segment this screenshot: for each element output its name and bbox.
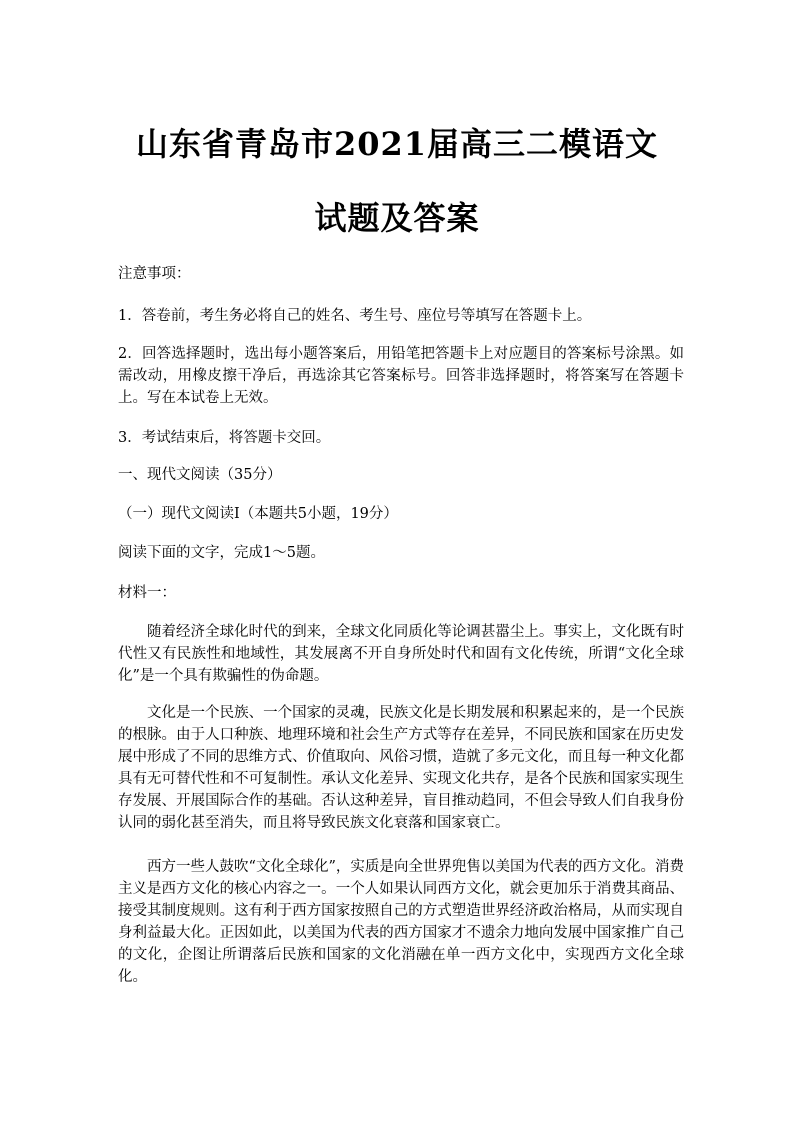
paragraph-3: 西方一些人鼓吹“文化全球化”，实质是向全世界兜售以美国为代表的西方文化。消费主义是西方文化的核心内容之一。一个人如果认同西方文化，就会更加乐于消费其商品、接受其制度规则。这有利于西方国家按照自己的方式塑造世界经济政治格局，从而实现自身利益最大化。正因如此，以美国为代表的西方国家才不遗余力地向发展中国家推广自己的文化，企图让所谓落后民族和国家的文化消融在单一西方文化中，实现西方文化全球化。 [118,859,684,985]
notice-item-3: 3．考试结束后，将答题卡交回。 [118,430,331,446]
material-label: 材料一： [118,585,176,601]
paragraph-1: 随着经济全球化时代的到来，全球文化同质化等论调甚嚣尘上。事实上，文化既有时代性又有民族性和地域性，其发展离不开自身所处时代和固有文化传统，所谓“文化全球化”是一个具有欺骗性的伪命题。 [118,624,684,684]
notice-item-2: 2．回答选择题时，选出每小题答案后，用铅笔把答题卡上对应题目的答案标号涂黑。如需改动，用橡皮擦干净后，再选涂其它答案标号。回答非选择题时，将答案写在答题卡上。写在本试卷上无效。 [118,346,684,406]
reading-instruction: 阅读下面的文字，完成1～5题。 [118,545,325,561]
subsection-heading: （一）现代文阅读Ⅰ（本题共5小题，19分） [118,506,398,522]
notice-heading: 注意事项： [118,266,191,282]
paragraph-2: 文化是一个民族、一个国家的灵魂，民族文化是长期发展和积累起来的，是一个民族的根脉。由于人口种族、地理环境和社会生产方式等存在差异，不同民族和国家在历史发展中形成了不同的思维方式、价值取向、风俗习惯，造就了多元文化，而且每一种文化都具有无可替代性和不可复制性。承认文化差异、实现文化共存，是各个民族和国家实现生存发展、开展国际合作的基础。否认这种差异，盲目推动趋同，不但会导致人们自我身份认同的弱化甚至消失，而且将导致民族文化衰落和国家衰亡。 [118,705,684,831]
document-title-line-2: 试题及答案 [314,199,480,237]
document-title-line-1: 山东省青岛市2021届高三二模语文 [135,125,659,163]
notice-item-1: 1．答卷前，考生务必将自己的姓名、考生号、座位号等填写在答题卡上。 [118,308,592,324]
section-heading: 一、现代文阅读（35分） [118,467,282,483]
